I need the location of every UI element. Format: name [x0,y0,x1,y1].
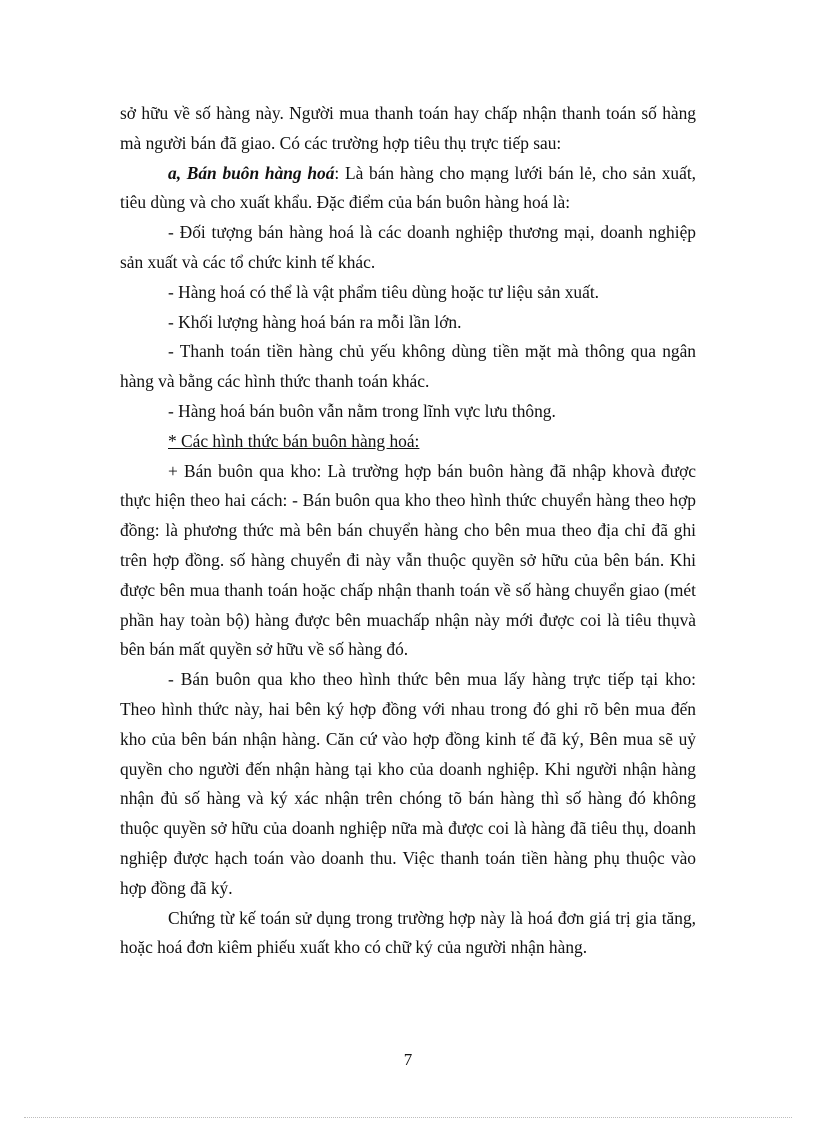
paragraph-heading: a, Bán buôn hàng hoá: Là bán hàng cho mạng lưới bán lẻ, cho sản xuất, tiêu dùng và cho xuất khẩu. Đặc điểm của bán buôn hàng hoá là: [120,162,696,213]
section-heading: a, Bán buôn hàng hoá [168,162,335,183]
paragraph: - Thanh toán tiền hàng chủ yếu không dùng tiền mặt mà thông qua ngân hàng và bằng các hình thức thanh toán khác. [120,341,696,392]
subheading: * Các hình thức bán buôn hàng hoá: [168,430,420,451]
page-number: 7 [403,1050,413,1069]
paragraph: sở hữu về số hàng này. Người mua thanh toán hay chấp nhận thanh toán số hàng mà người bán đã giao. Có các trường hợp tiêu thụ trực tiếp sau: [120,103,696,153]
paragraph: - Khối lượng hàng hoá bán ra mỗi lần lớn. [168,311,462,332]
body-text [120,99,696,963]
paragraph: + Bán buôn qua kho: Là trường hợp bán buôn hàng đã nhập khovà được thực hiện theo hai cách: - Bán buôn qua kho theo hình thức chuyển hàng theo hợp đồng: là phương thức mà bên bán chuyển hàng cho bên mua theo địa chỉ đã ghi trên hợp đồng. số hàng chuyển đi này vẫn thuộc quyền sở hữu của bên bán. Khi được bên mua thanh toán hoặc chấp nhận thanh toán về số hàng chuyển giao (mét phần hay toàn bộ) hàng được bên muachấp nhận này mới được coi là tiêu thụvà bên bán mất quyền sở hữu về số hàng đó. [120,460,696,660]
footer-divider [24,1117,792,1118]
paragraph: - Hàng hoá có thể là vật phẩm tiêu dùng hoặc tư liệu sản xuất. [168,281,600,302]
paragraph: - Hàng hoá bán buôn vẫn nằm trong lĩnh vực lưu thông. [168,400,556,421]
paragraph: - Bán buôn qua kho theo hình thức bên mua lấy hàng trực tiếp tại kho: Theo hình thức này, hai bên ký hợp đồng với nhau trong đó ghi rõ bên mua đến kho của bên bán nhận hàng. Căn cứ vào hợp đồng kinh tế đã ký, Bên mua sẽ uỷ quyền cho người đến nhận hàng tại kho của doanh nghiệp. Khi người nhận hàng nhận đủ số hàng và ký xác nhận trên chóng tõ bán hàng thì số hàng đó không thuộc quyền sở hữu của doanh nghiệp nữa mà được coi là hàng đã tiêu thụ, doanh nghiệp được hạch toán vào doanh thu. Việc thanh toán tiền hàng phụ thuộc vào hợp đồng đã ký. [120,669,696,898]
paragraph: Chứng từ kế toán sử dụng trong trường hợp này là hoá đơn giá trị gia tăng, hoặc hoá đơn kiêm phiếu xuất kho có chữ ký của người nhận hàng. [120,907,696,958]
paragraph: - Đối tượng bán hàng hoá là các doanh nghiệp thương mại, doanh nghiệp sản xuất và các tổ chức kinh tế khác. [120,222,696,272]
